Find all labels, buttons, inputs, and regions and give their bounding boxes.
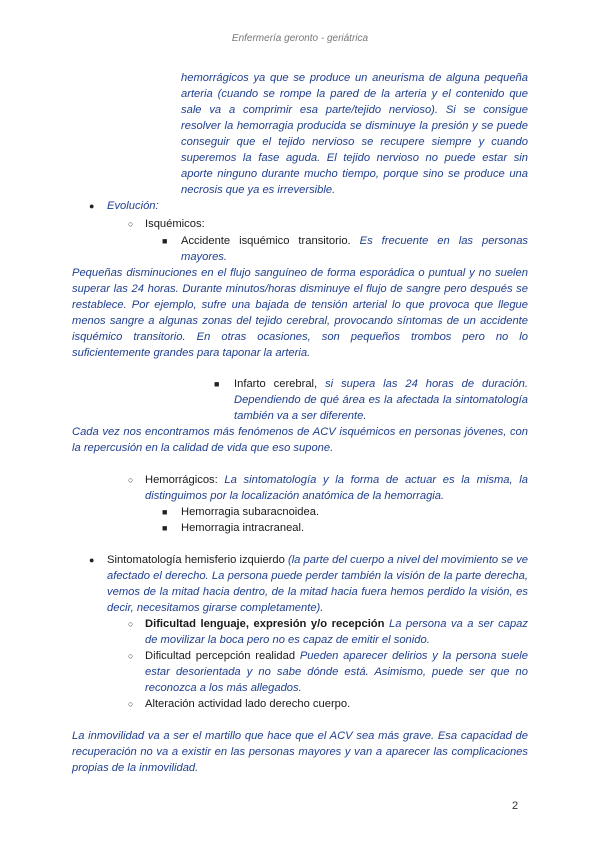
bullet-square-icon: ■ (162, 507, 168, 517)
bullet-circle-icon: ○ (128, 475, 134, 485)
bullet-disc-icon: ● (89, 555, 95, 565)
evolucion-label: Evolución: (107, 200, 159, 212)
page-header: Enfermería geronto - geriátrica (231, 33, 369, 44)
sintoma-item: Alteración actividad lado derecho cuerpo. (145, 698, 351, 710)
sintoma-label: Dificultad percepción realidad (145, 650, 296, 662)
sintoma-item (145, 616, 528, 648)
infarto-paragraph: Cada vez nos encontramos más fenómenos de ACV isquémicos en personas jóvenes, con la repercusión en la calidad de vida que eso supone. (72, 426, 528, 454)
continuation-paragraph: hemorrágicos ya que se produce un aneurisma de alguna pequeña arteria (cuando se rompe la pared de la arteria y el contenido que sale va a comprimir esa parte/tejido nervioso). Si se consigue resolver la hemorragia producida se disminuye la presión y se puede conseguir que el tejido nervioso se recupere siempre y cuando superemos la fase aguda. El tejido nervioso no puede estar sin aporte ninguno durante mucho tiempo, porque sino se produce una necrosis que ya es irreversible. (181, 72, 528, 196)
sintoma-label: Dificultad lenguaje, expresión y/o recepción (145, 618, 385, 630)
closing-paragraph: La inmovilidad va a ser el martillo que hace que el ACV sea más grave. Esa capacidad de recuperación no va a existir en las personas mayores y van a aparecer las complicaciones propias de la inmovilidad. (72, 730, 528, 774)
bullet-square-icon: ■ (162, 236, 168, 246)
bullet-circle-icon: ○ (128, 699, 134, 709)
ait-note: Es frecuente en las personas mayores. (181, 235, 529, 263)
infarto-note: si supera las 24 horas de duración. Dependiendo de qué área es la afectada la sintomatología también va a ser diferente. (234, 378, 529, 422)
isquemicos-label: Isquémicos: (145, 218, 205, 230)
hem-item: Hemorragia subaracnoidea. (181, 506, 320, 518)
sintoma-note: Pueden aparecer delirios y la persona suele estar desorientada y no sabe dónde está. Asimismo, puede ser que no reconozca a los más allegados. (145, 650, 529, 694)
bullet-disc-icon: ● (89, 201, 95, 211)
sintomatologia-label: Sintomatología hemisferio izquierdo (107, 554, 285, 566)
ait-item (181, 233, 528, 265)
bullet-circle-icon: ○ (128, 619, 134, 629)
bullet-square-icon: ■ (162, 523, 168, 533)
page-number: 2 (512, 800, 519, 812)
sintoma-note: La persona va a ser capaz de movilizar la boca pero no es capaz de emitir el sonido. (145, 618, 528, 646)
bullet-circle-icon: ○ (128, 651, 134, 661)
infarto-item (234, 376, 528, 424)
ait-paragraph: Pequeñas disminuciones en el flujo sanguíneo de forma esporádica o puntual y no suelen superar las 24 horas. Durante minutos/horas disminuye el flujo de sangre pero después se restablece. Por ejemplo, sufre una bajada de tensión arterial lo que provoca que llegue menos sangre a algunas zonas del tejido cerebral, provocando síntomas de un accidente isquémico transitorio. En otras ocasiones, son pequeños trombos pero no lo suficientemente grandes para taponar la arteria. (72, 267, 528, 359)
sintoma-item (145, 648, 528, 696)
sintomatologia-item (107, 552, 528, 616)
hem-item: Hemorragia intracraneal. (181, 522, 305, 534)
hemorragicos-label: Hemorrágicos: (145, 474, 218, 486)
hemorragicos-note: La sintomatología y la forma de actuar es la misma, la distinguimos por la localización anatómica de la hemorragia. (145, 474, 528, 502)
hemorragicos-item (145, 472, 528, 504)
ait-label: Accidente isquémico transitorio. (181, 235, 351, 247)
bullet-square-icon: ■ (214, 379, 220, 389)
bullet-circle-icon: ○ (128, 219, 134, 229)
infarto-label: Infarto cerebral, (234, 378, 318, 390)
sintomatologia-note: (la parte del cuerpo a nivel del movimiento se ve afectado el derecho. La persona puede perder también la visión de la parte derecha, vemos de la mitad hacia dentro, de la mitad hacia fuera hemos perdido la visión, es decir, necesitamos girarse completamente). (107, 554, 529, 614)
